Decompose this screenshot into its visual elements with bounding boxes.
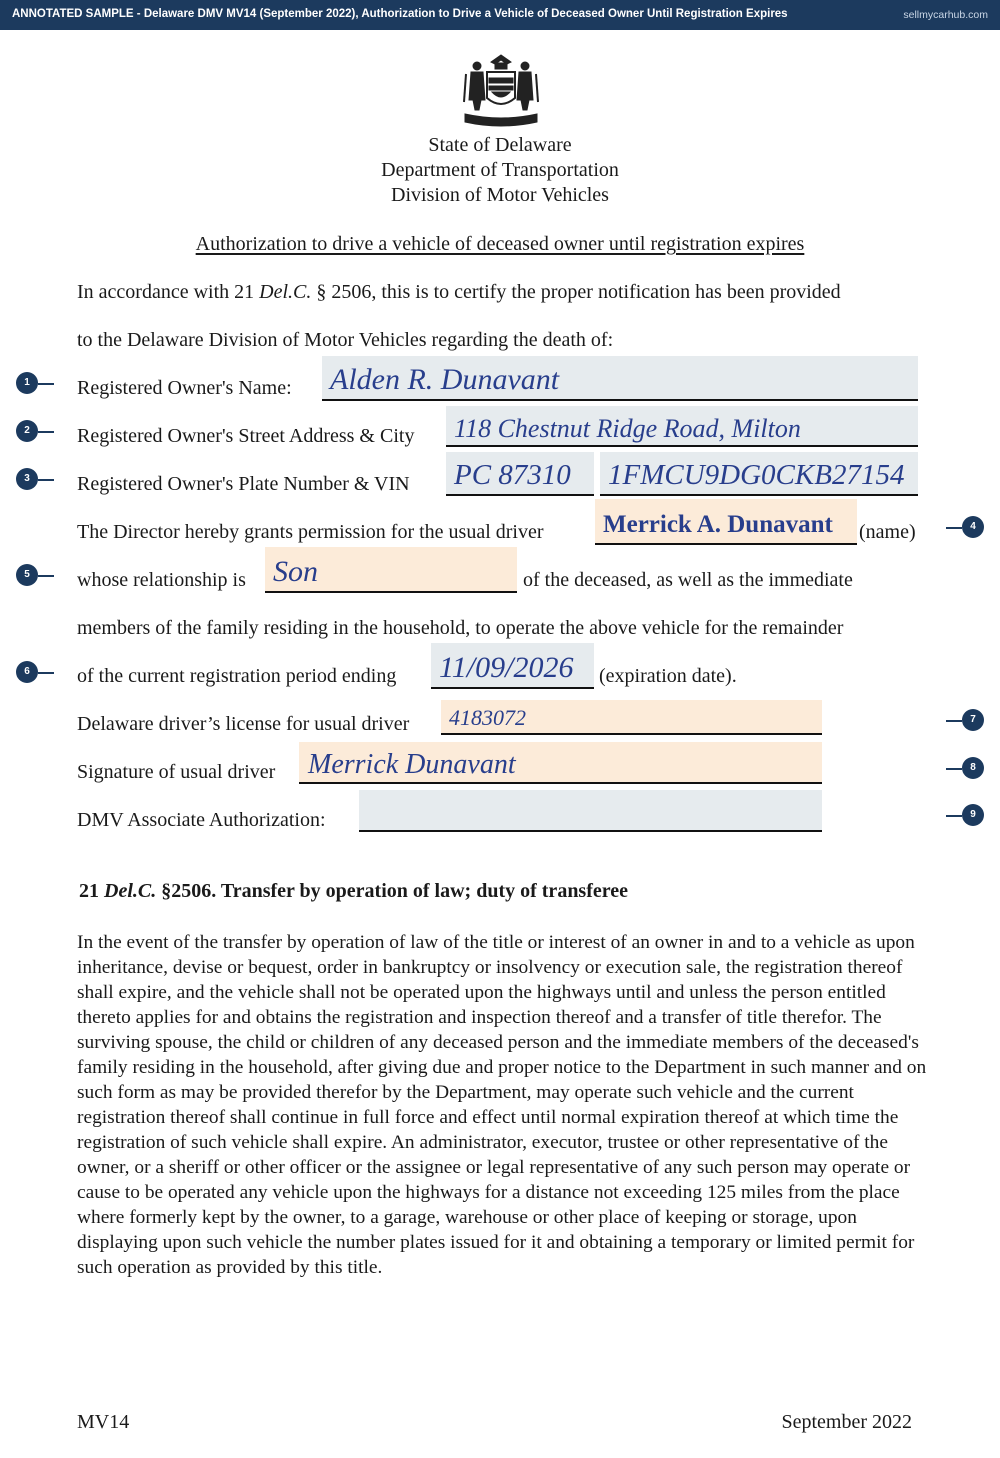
statute-heading-a: 21: [79, 880, 104, 902]
marker-leader-3: [38, 479, 54, 481]
marker-leader-1: [38, 383, 54, 385]
form-title: [0, 233, 1000, 256]
plate-value: PC 87310: [454, 459, 571, 491]
license-label: Delaware driver’s license for usual driver: [77, 713, 410, 735]
form-title-text: Authorization to drive a vehicle of deceased owner until registration expires: [195, 233, 805, 255]
owner-name-label: Registered Owner's Name:: [77, 377, 292, 399]
address-field[interactable]: [446, 406, 918, 447]
driver-name-value: Merrick A. Dunavant: [603, 511, 833, 538]
annotation-marker-7: 7: [962, 709, 984, 731]
sample-banner: [0, 0, 1000, 30]
header-department: Department of Transportation: [381, 159, 619, 181]
signature-field[interactable]: [299, 742, 822, 784]
marker-leader-8: [946, 768, 962, 770]
annotation-marker-8: 8: [962, 757, 984, 779]
annotation-marker-2: 2: [16, 420, 38, 442]
dmv-auth-label: DMV Associate Authorization:: [77, 809, 326, 831]
form-revision-date: September 2022: [781, 1411, 912, 1433]
annotation-marker-1: 1: [16, 372, 38, 394]
dmv-auth-field[interactable]: [359, 790, 822, 832]
annotation-marker-3: 3: [16, 468, 38, 490]
intro-code-abbrev: Del.C.: [259, 281, 312, 303]
delaware-seal-icon: [461, 52, 541, 128]
owner-name-field[interactable]: [322, 356, 918, 401]
marker-leader-6: [38, 672, 54, 674]
signature-label: Signature of usual driver: [77, 761, 276, 783]
statute-heading: [79, 880, 628, 903]
relationship-value: Son: [273, 555, 318, 588]
banner-title: ANNOTATED SAMPLE - Delaware DMV MV14 (September 2022), Authorization to Drive a Vehicle of Deceased Owner Until Registration Expires: [12, 8, 788, 20]
license-field[interactable]: [441, 700, 822, 735]
statute-body: In the event of the transfer by operation of law of the title or interest of an owner in and to a vehicle as upon inheritance, devise or bequest, order in bankruptcy or insolvency or execution sale, the registration thereof shall expire, and the vehicle shall not be operated upon the highways until and unless the person entitled thereto applies for and obtains the registration and inspection thereof and a transfer of title therefor. The surviving spouse, the child or children of any deceased person and the immediate members of the deceased's family residing in the household, after giving due and proper notice to the Department in such manner and on such form as may be provided therefor by the Department, may operate such vehicle and the current registration thereof shall continue in full force and effect until normal expiration thereof at which time the registration of such vehicle shall expire. An administrator, executor, trustee or other representative of the owner, or a sheriff or other officer or the assignee or legal representative of any such person may operate or cause to be operated any vehicle upon the highways for a distance not exceeding 125 miles from the place where formerly kept by the owner, to a garage, warehouse or other place of keeping or storage, upon displaying upon such vehicle the number plates issued for it and obtaining a temporary or limited permit for such operation as provided by this title.: [77, 932, 927, 1278]
driver-label: The Director hereby grants permission for the usual driver: [77, 521, 544, 543]
annotation-marker-6: 6: [16, 661, 38, 683]
plate-vin-label: Registered Owner's Plate Number & VIN: [77, 473, 410, 495]
address-label: Registered Owner's Street Address & City: [77, 425, 415, 447]
agency-header: [0, 133, 1000, 208]
expiration-label: of the current registration period ending: [77, 665, 397, 687]
statute-heading-c: §2506. Transfer by operation of law; duty of transferee: [156, 880, 629, 902]
intro-line-1: [77, 281, 841, 304]
marker-leader-4: [946, 527, 962, 529]
expiration-date-field[interactable]: [431, 643, 594, 689]
driver-name-field[interactable]: [595, 499, 857, 545]
vin-value: 1FMCU9DG0CKB27154: [608, 459, 905, 491]
expiration-date-value: 11/09/2026: [439, 651, 574, 684]
marker-leader-2: [38, 431, 54, 433]
marker-leader-5: [38, 575, 54, 577]
continuation-text: members of the family residing in the household, to operate the above vehicle for the remainder: [77, 617, 844, 639]
expiration-suffix: (expiration date).: [599, 665, 737, 687]
intro-line-2: to the Delaware Division of Motor Vehicles regarding the death of:: [77, 329, 614, 351]
annotation-marker-9: 9: [962, 804, 984, 826]
driver-name-suffix: (name): [859, 521, 916, 543]
form-number: MV14: [77, 1411, 130, 1433]
plate-field[interactable]: [446, 452, 594, 496]
license-value: 4183072: [449, 705, 526, 730]
signature-value: Merrick Dunavant: [308, 749, 516, 780]
vin-field[interactable]: [600, 452, 918, 496]
relationship-field[interactable]: [265, 547, 517, 593]
marker-leader-7: [946, 720, 962, 722]
intro-text-c: § 2506, this is to certify the proper notification has been provided: [311, 281, 841, 303]
address-value: 118 Chestnut Ridge Road, Milton: [454, 414, 801, 443]
intro-text-a: In accordance with 21: [77, 281, 260, 303]
marker-leader-9: [946, 815, 962, 817]
annotation-marker-5: 5: [16, 564, 38, 586]
statute-heading-code: Del.C.: [104, 880, 157, 902]
header-division: Division of Motor Vehicles: [391, 184, 609, 206]
owner-name-value: Alden R. Dunavant: [330, 363, 560, 396]
relationship-suffix: of the deceased, as well as the immediate: [523, 569, 853, 591]
banner-site-link[interactable]: sellmycarhub.com: [903, 9, 988, 21]
relationship-label: whose relationship is: [77, 569, 246, 591]
header-state: State of Delaware: [428, 134, 572, 156]
annotation-marker-4: 4: [962, 516, 984, 538]
